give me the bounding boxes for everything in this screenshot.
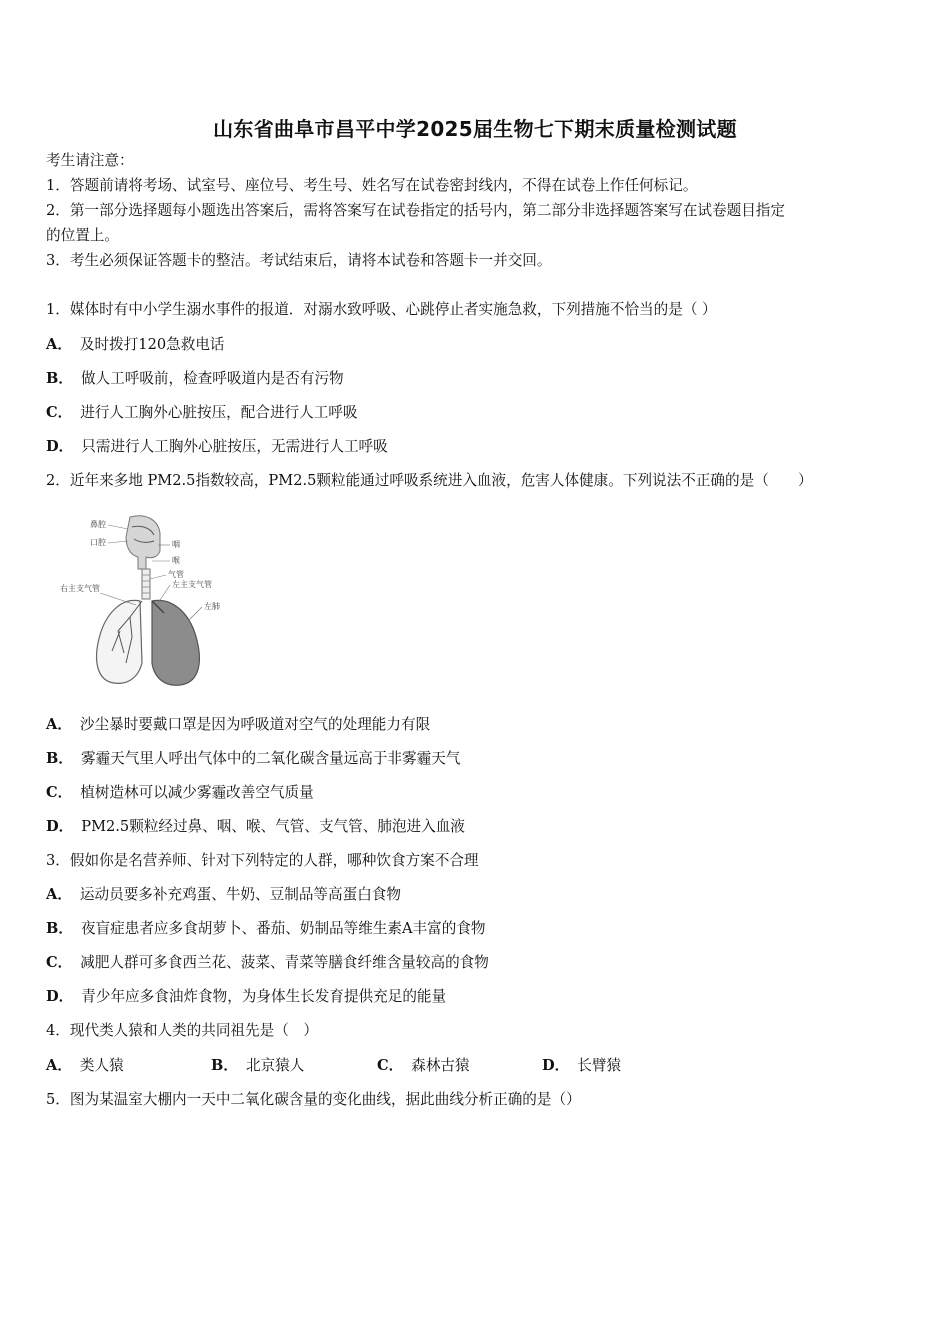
- option-label: C．: [46, 954, 73, 971]
- question-4-option-d: [542, 1056, 621, 1076]
- question-1-option-d: [46, 437, 388, 457]
- option-label: C．: [377, 1057, 404, 1074]
- option-text: 进行人工胸外心脏按压，配合进行人工呼吸: [80, 404, 358, 421]
- question-1-option-b: [46, 369, 344, 389]
- question-5-stem: 5．图为某温室大棚内一天中二氧化碳含量的变化曲线，据此曲线分析正确的是（）: [46, 1091, 581, 1108]
- option-label: B．: [46, 920, 73, 937]
- option-text: 青少年应多食油炸食物，为身体生长发育提供充足的能量: [81, 988, 447, 1005]
- figure-label: 鼻腔: [90, 520, 106, 529]
- option-label: B．: [46, 750, 73, 767]
- notice-item: 2．第一部分选择题每小题选出答案后，需将答案写在试卷指定的括号内，第二部分非选择题答案写在试卷题目指定: [46, 202, 785, 219]
- option-label: D．: [46, 438, 74, 455]
- question-2-option-b: [46, 749, 460, 769]
- option-text: 减肥人群可多食西兰花、菠菜、青菜等膳食纤维含量较高的食物: [80, 954, 489, 971]
- option-label: C．: [46, 404, 73, 421]
- option-text: 运动员要多补充鸡蛋、牛奶、豆制品等高蛋白食物: [79, 886, 401, 903]
- option-text: PM2.5颗粒经过鼻、咽、喉、气管、支气管、肺泡进入血液: [81, 818, 465, 835]
- option-label: A．: [46, 886, 72, 903]
- question-3-option-c: [46, 953, 489, 973]
- notice-item: 的位置上。: [46, 227, 119, 244]
- question-3-stem: 3．假如你是名营养师、针对下列特定的人群，哪种饮食方案不合理: [46, 852, 479, 869]
- question-1-option-a: [46, 335, 225, 355]
- option-text: 沙尘暴时要戴口罩是因为呼吸道对空气的处理能力有限: [79, 716, 431, 733]
- option-label: D．: [542, 1057, 570, 1074]
- option-label: B．: [46, 370, 73, 387]
- figure-label: 喉: [172, 556, 180, 565]
- option-label: A．: [46, 716, 72, 733]
- option-text: 森林古猿: [411, 1057, 470, 1074]
- option-text: 类人猿: [79, 1057, 124, 1074]
- question-1-option-c: [46, 403, 358, 423]
- figure-label: 右主支气管: [60, 584, 100, 593]
- figure-label: 左肺: [204, 602, 220, 611]
- page-title: 山东省曲阜市昌平中学2025届生物七下期末质量检测试题: [213, 117, 737, 141]
- question-3-option-b: [46, 919, 486, 939]
- option-label: C．: [46, 784, 73, 801]
- figure-label: 口腔: [90, 538, 106, 547]
- question-2-option-c: [46, 783, 314, 803]
- question-3-option-d: [46, 987, 446, 1007]
- option-text: 雾霾天气里人呼出气体中的二氧化碳含量远高于非雾霾天气: [80, 750, 461, 767]
- notice-item: 3．考生必须保证答题卡的整洁。考试结束后，请将本试卷和答题卡一并交回。: [46, 252, 552, 269]
- question-1-stem: 1．媒体时有中小学生溺水事件的报道．对溺水致呼吸、心跳停止者实施急救，下列措施不恰当的是（ ）: [46, 301, 717, 318]
- figure-label: 气管: [168, 570, 184, 579]
- notice-heading: 考生请注意：: [46, 152, 134, 169]
- figure-label: 左主支气管: [172, 580, 212, 589]
- question-3-option-a: [46, 885, 401, 905]
- option-label: A．: [46, 336, 72, 353]
- option-text: 植树造林可以减少雾霾改善空气质量: [80, 784, 314, 801]
- option-text: 长臂猿: [577, 1057, 622, 1074]
- option-label: D．: [46, 988, 74, 1005]
- respiratory-system-diagram: [60, 513, 240, 693]
- question-2-stem: 2．近年来多地 PM2.5指数较高，PM2.5颗粒能通过呼吸系统进入血液，危害人体健康。下列说法不正确的是（ ）: [46, 472, 813, 489]
- respiratory-system-figure: [60, 513, 240, 693]
- question-4-option-a: [46, 1056, 124, 1076]
- option-label: D．: [46, 818, 74, 835]
- figure-label: 咽: [172, 540, 180, 549]
- question-4-option-b: [211, 1056, 304, 1076]
- option-text: 只需进行人工胸外心脏按压，无需进行人工呼吸: [81, 438, 388, 455]
- question-2-option-a: [46, 715, 430, 735]
- option-text: 北京猿人: [245, 1057, 305, 1074]
- option-label: A．: [46, 1057, 72, 1074]
- option-text: 夜盲症患者应多食胡萝卜、番茄、奶制品等维生素A丰富的食物: [80, 920, 486, 937]
- question-4-option-c: [377, 1056, 470, 1076]
- option-text: 做人工呼吸前，检查呼吸道内是否有污物: [80, 370, 344, 387]
- option-label: B．: [211, 1057, 238, 1074]
- option-text: 及时拨打120急救电话: [79, 336, 225, 353]
- notice-item: 1．答题前请将考场、试室号、座位号、考生号、姓名写在试卷密封线内，不得在试卷上作任何标记。: [46, 177, 698, 194]
- question-2-option-d: [46, 817, 465, 837]
- question-4-stem: 4．现代类人猿和人类的共同祖先是（ ）: [46, 1022, 318, 1039]
